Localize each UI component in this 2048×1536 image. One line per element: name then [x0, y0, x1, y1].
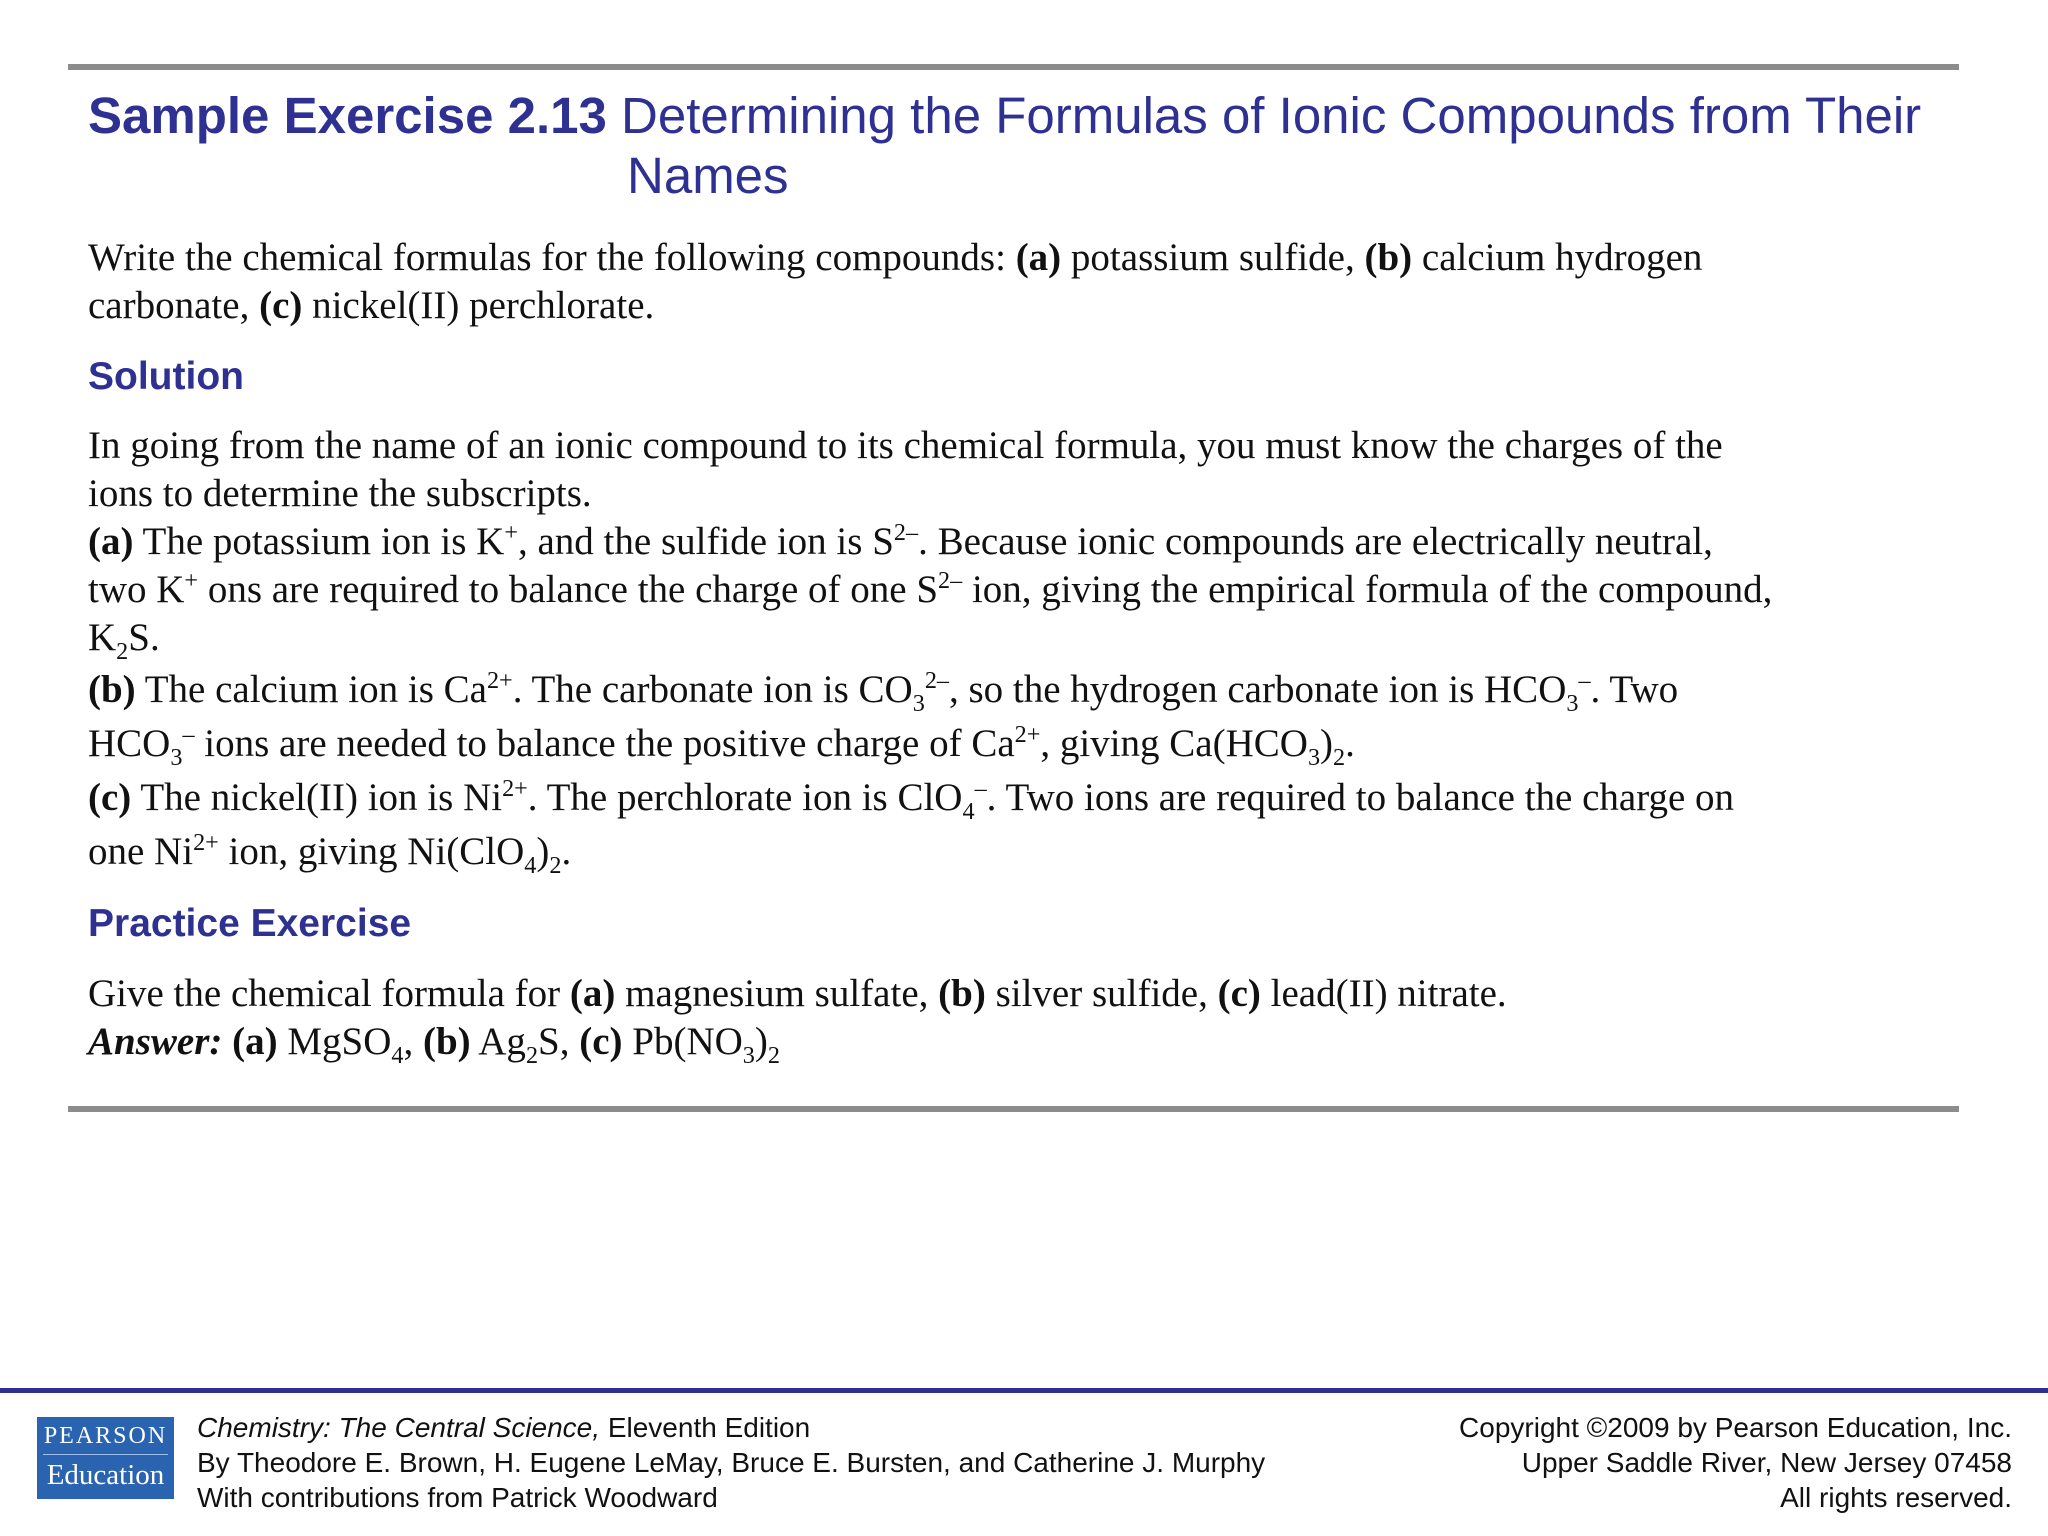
solution-body [88, 422, 1948, 879]
practice-heading: Practice Exercise [88, 902, 412, 945]
contributions: With contributions from Patrick Woodward [197, 1482, 718, 1513]
part-c-line1: (c) The nickel(II) ion is $Ni^{2+}$. The perchlorate ion is ClO$_4$–. Two ions are required to balance the charge on [88, 775, 1735, 825]
solution-heading: Solution [88, 355, 244, 398]
book-title: Chemistry: The Central Science, [197, 1412, 601, 1443]
part-a-line1: (a) The potassium ion is K+, and the sulfide ion is $S^{2-}$. Because ionic compounds are electrically neutral, [88, 519, 1713, 563]
part-a-line3: $K_2S$. [88, 616, 160, 665]
problem-statement: Write the chemical formulas for the following compounds: (a) potassium sulfide, (b) calcium hydrogen carbonate, (c) nickel(II) perchlorate. [88, 236, 1703, 327]
practice-question: Give the chemical formula for (a) magnesium sulfate, (b) silver sulfide, (c) lead(II) nitrate. [88, 972, 1507, 1015]
exercise-title-line2: Names [627, 147, 789, 204]
pearson-logo: PEARSON Education [37, 1417, 174, 1499]
slide-title [88, 86, 1968, 206]
authors: By Theodore E. Brown, H. Eugene LeMay, Bruce E. Bursten, and Catherine J. Murphy [197, 1447, 1266, 1478]
top-divider [68, 64, 1959, 70]
practice-answer: Answer: (a) MgSO$_4$, (b) $Ag_2S$, (c) $Pb(NO_3)_2$ [88, 1020, 780, 1069]
copyright-notice: Copyright ©2009 by Pearson Education, Inc. Upper Saddle River, New Jersey 07458 All rights reserved. [1459, 1412, 2012, 1513]
solution-intro-line2: ions to determine the subscripts. [88, 472, 592, 515]
practice-body [88, 970, 1948, 1069]
part-c-line2: one $Ni^{2+}$ ion, giving $Ni(ClO_4)_2$. [88, 829, 572, 879]
book-credits: Chemistry: The Central Science, Eleventh Edition By Theodore E. Brown, H. Eugene LeMay, Bruce E. Bursten, and Catherine J. Murphy With contributions from Patrick Woodward [197, 1412, 1266, 1513]
exercise-number: Sample Exercise 2.13 [88, 87, 607, 144]
part-b-line1: (b) The calcium ion is $Ca^{2+}$. The carbonate ion is $CO_3^{2-}$, so the hydrogen carbonate ion is $HCO_3^-$. Two [88, 667, 1679, 717]
solution-intro-line1: In going from the name of an ionic compound to its chemical formula, you must know the charges of the [88, 424, 1723, 467]
part-a-line2: two K+ ons are required to balance the charge of one $S^{2-}$ ion, giving the empirical formula of the compound, [88, 567, 1773, 611]
bottom-divider [68, 1106, 1959, 1112]
part-b-line2: $HCO_3^-$ ions are needed to balance the positive charge of $Ca^{2+}$, giving $Ca(HCO_3)_2$. [88, 721, 1355, 771]
footer-band [0, 1388, 2048, 1393]
exercise-title-line1: Determining the Formulas of Ionic Compounds from Their [621, 87, 1922, 144]
